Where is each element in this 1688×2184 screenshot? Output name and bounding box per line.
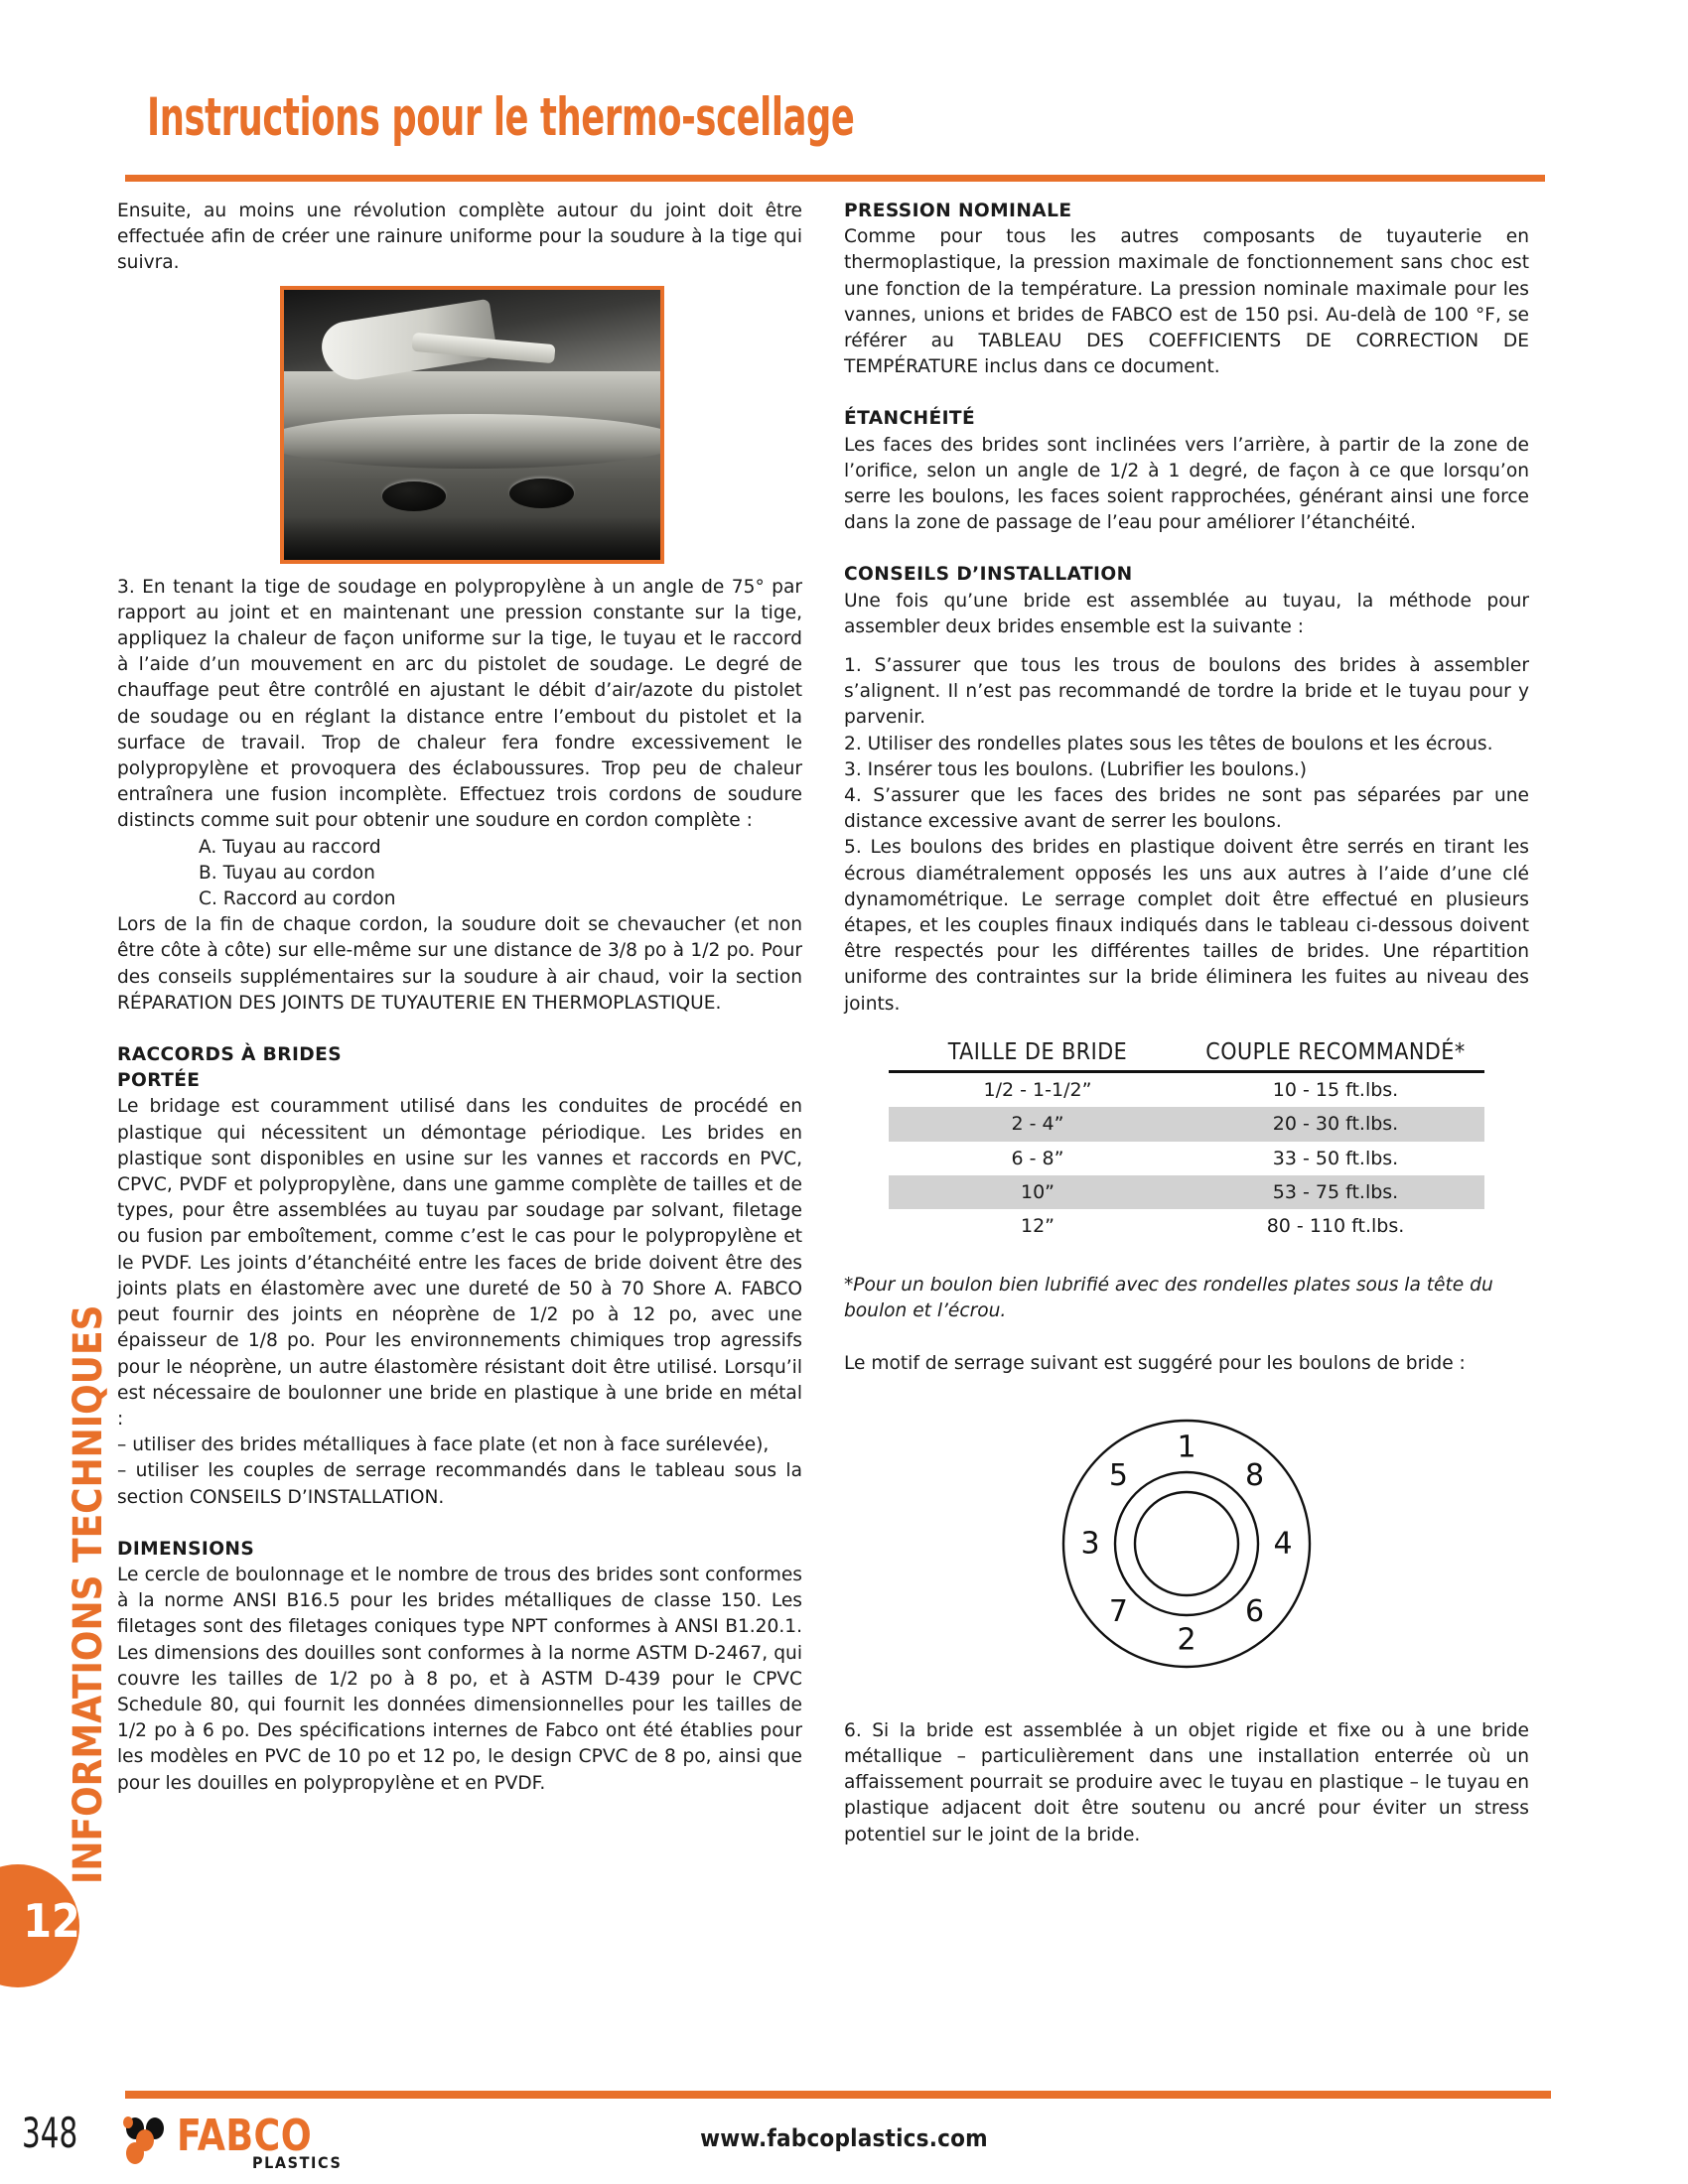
footer-website-url: www.fabcoplastics.com bbox=[700, 2124, 988, 2152]
conseils-step: 1. S’assurer que tous les trous de boulons des brides à assembler s’alignent. Il n’est pas recommandé de tordre la bride et le tuyau pour y parvenir. bbox=[844, 655, 1529, 729]
bolt-number-label: 3 bbox=[1080, 1526, 1100, 1562]
footer-page-number: 348 bbox=[22, 2109, 78, 2157]
intro-paragraph: Ensuite, au moins une révolution complète autour du joint doit être effectuée afin de créer une rainure uniforme pour la soudure à la tige qui suivra. bbox=[117, 201, 802, 274]
table-row bbox=[889, 1209, 1484, 1243]
conseils-step: 2. Utiliser des rondelles plates sous les têtes de boulons et les écrous. bbox=[844, 733, 1493, 754]
table-header-row bbox=[889, 1039, 1484, 1072]
dimensions-body: Le cercle de boulonnage et le nombre de trous des brides sont conformes à la norme ANSI B16.5 pour les brides métalliques de classe 150. Les filetages sont des filetages coniques type NPT conformes à ANSI B1.20.1. Les dimensions des douilles sont conformes à la norme ASTM D-2467, qui couvre les tailles de 1/2 po à 8 po, et à ASTM D-439 pour le CPVC Schedule 80, qui fournit les données dimensionnelles pour les tailles de 1/2 po à 6 po. Des spécifications internes de Fabco ont été établies pour les modèles en PVC de 10 po et 12 po, le design CPVC de 8 po, ainsi que pour les douilles en polypropylène et en PVDF. bbox=[117, 1564, 802, 1794]
step-3-paragraph: 3. En tenant la tige de soudage en polypropylène à un angle de 75° par rapport au joint et en maintenant une pression constante sur la tige, appliquez la chaleur de façon uniforme sur la tige, le tuyau et le raccord à l’aide d’un mouvement en arc du pistolet de soudage. Le degré de chauffage peut être contrôlé en ajustant le débit d’air/azote du pistolet de soudage ou en réglant la distance entre l’embout du pistolet et la surface de travail. Trop de chaleur fera fondre excessivement le polypropylène et provoquera des éclaboussures. Trop peu de chaleur entraînera une fusion incomplète. Effectuez trois cordons de soudure distincts comme suit pour obtenir une soudure en cordon complète : bbox=[117, 576, 802, 832]
conseils-step: 3. Insérer tous les boulons. (Lubrifier les boulons.) bbox=[844, 758, 1308, 780]
cell-taille: 10” bbox=[889, 1175, 1187, 1209]
weld-photo bbox=[280, 286, 664, 564]
table-row bbox=[889, 1175, 1484, 1209]
flange-middle-circle bbox=[1115, 1472, 1258, 1615]
column-header-couple: COUPLE RECOMMANDÉ* bbox=[1187, 1039, 1484, 1072]
heading-etancheite: ÉTANCHÉITÉ bbox=[844, 408, 976, 430]
page-title: Instructions pour le thermo-scellage bbox=[147, 87, 855, 148]
list-item: C. Raccord au cordon bbox=[199, 888, 396, 910]
list-item: B. Tuyau au cordon bbox=[199, 862, 375, 884]
list-item: A. Tuyau au raccord bbox=[199, 836, 381, 858]
bolt-number-label: 8 bbox=[1245, 1457, 1265, 1493]
bolt-pattern-svg bbox=[1038, 1395, 1336, 1693]
side-tab-label: INFORMATIONS TECHNIQUES bbox=[66, 1304, 111, 1884]
bolt-number-label: 1 bbox=[1177, 1430, 1196, 1465]
table-row bbox=[889, 1142, 1484, 1175]
step-6-paragraph: 6. Si la bride est assemblée à un objet rigide et fixe ou à une bride métallique – particulièrement dans une installation enterrée où un affaissement pourrait se produire avec le tuyau en plastique – le tuyau en plastique adjacent doit être soutenu ou ancré pour éviter un stress potentiel sur le joint de la bride. bbox=[844, 1719, 1529, 1845]
bolt-number-label: 2 bbox=[1177, 1622, 1196, 1658]
heading-raccords-a-brides: RACCORDS À BRIDES bbox=[117, 1044, 343, 1066]
table-row bbox=[889, 1107, 1484, 1141]
cell-couple: 20 - 30 ft.lbs. bbox=[1187, 1107, 1484, 1141]
bolt-tightening-pattern-diagram bbox=[1038, 1395, 1336, 1693]
bolt-number-label: 5 bbox=[1108, 1457, 1128, 1493]
portee-bullet: – utiliser des brides métalliques à face plate (et non à face surélevée), bbox=[117, 1434, 770, 1456]
heading-conseils-installation: CONSEILS D’INSTALLATION bbox=[844, 564, 1133, 586]
torque-table bbox=[889, 1039, 1484, 1243]
torque-table-wrapper bbox=[844, 1039, 1529, 1243]
title-divider bbox=[125, 175, 1545, 182]
table-footnote: *Pour un boulon bien lubrifié avec des rondelles plates sous la tête du boulon et l’écrou. bbox=[844, 1275, 1493, 1322]
heading-pression-nominale: PRESSION NOMINALE bbox=[844, 201, 1072, 221]
bolt-number-label: 6 bbox=[1245, 1593, 1265, 1629]
conseils-step: 4. S’assurer que les faces des brides ne sont pas séparées par une distance excessive avant de serrer les boulons. bbox=[844, 785, 1529, 833]
conseils-intro: Une fois qu’une bride est assemblée au tuyau, la méthode pour assembler deux brides ensemble est la suivante : bbox=[844, 590, 1529, 637]
table-row bbox=[889, 1072, 1484, 1108]
fabco-logo-subtitle: PLASTICS bbox=[252, 2153, 343, 2172]
cell-couple: 53 - 75 ft.lbs. bbox=[1187, 1175, 1484, 1209]
cell-couple: 10 - 15 ft.lbs. bbox=[1272, 1079, 1399, 1102]
column-header-taille: TAILLE DE BRIDE bbox=[889, 1039, 1187, 1072]
bolt-pattern-intro: Le motif de serrage suivant est suggéré pour les boulons de bride : bbox=[844, 1352, 1466, 1374]
weld-photo-image bbox=[284, 290, 660, 560]
right-column bbox=[844, 199, 1529, 1848]
cell-taille: 6 - 8” bbox=[1011, 1147, 1064, 1169]
bead-list bbox=[117, 835, 802, 913]
pression-body: Comme pour tous les autres composants de tuyauterie en thermoplastique, la pression maximale de fonctionnement sans choc est une fonction de la température. La pression nominale maximale pour les vannes, unions et brides de FABCO est de 150 psi. Au-delà de 100 °F, se référer au TABLEAU DES COEFFICIENTS DE CORRECTION DE TEMPÉRATURE inclus dans ce document. bbox=[844, 226, 1529, 378]
flange-bore-circle bbox=[1135, 1492, 1238, 1595]
heading-dimensions: DIMENSIONS bbox=[117, 1538, 255, 1560]
conseils-step: 5. Les boulons des brides en plastique doivent être serrés en tirant les écrous diamétralement opposés les uns aux autres à l’aide d’une clé dynamométrique. Le serrage complet doit être effectué en plusieurs étapes, et les couples finaux indiqués dans le tableau ci-dessous doivent être respectés pour les différentes tailles de brides. Une répartition uniforme des contraintes sur la bride éliminera les fuites au niveau des joints. bbox=[844, 837, 1529, 1015]
portee-bullet: – utiliser les couples de serrage recommandés dans le tableau sous la section CONSEILS D’INSTALLATION. bbox=[117, 1460, 802, 1508]
cell-couple: 80 - 110 ft.lbs. bbox=[1266, 1214, 1405, 1237]
heading-portee: PORTÉE bbox=[117, 1070, 201, 1092]
bolt-number-label: 4 bbox=[1273, 1526, 1293, 1562]
cell-taille: 2 - 4” bbox=[889, 1107, 1187, 1141]
cell-taille: 1/2 - 1-1/2” bbox=[983, 1079, 1092, 1102]
footer-divider bbox=[125, 2091, 1551, 2099]
cell-taille: 12” bbox=[1020, 1214, 1055, 1237]
portee-body: Le bridage est couramment utilisé dans les conduites de procédé en plastique qui nécessitent un démontage périodique. Les brides en plastique sont disponibles en usine sur les vannes et raccords en PVC, CPVC, PVDF et polypropylène, dans une gamme complète de tailles et de types, pour être assemblées au tuyau par soudage par solvant, filetage ou fusion par emboîtement, comme c’est le cas pour le polypropylène et le PVDF. Les joints d’étanchéité entre les faces de bride doivent être des joints plats en élastomère avec une dureté de 50 à 70 Shore A. FABCO peut fournir des joints en néoprène de 1/2 po à 12 po, avec une épaisseur de 1/8 po. Pour les environnements chimiques trop agressifs pour le néoprène, un autre élastomère résistant doit être utilisé. Lorsqu’il est nécessaire de boulonner une bride en plastique à une bride en métal : bbox=[117, 1096, 802, 1430]
step-3-tail-paragraph: Lors de la fin de chaque cordon, la soudure doit se chevaucher (et non être côte à côte) sur elle-même sur une distance de 3/8 po à 1/2 po. Pour des conseils supplémentaires sur la soudure à air chaud, voir la section RÉPARATION DES JOINTS DE TUYAUTERIE EN THERMOPLASTIQUE. bbox=[117, 914, 802, 1014]
cell-couple: 33 - 50 ft.lbs. bbox=[1272, 1147, 1399, 1169]
fabco-logo-wordmark: FABCO bbox=[177, 2111, 313, 2161]
section-side-tab bbox=[18, 1249, 111, 1884]
etancheite-body: Les faces des brides sont inclinées vers l’arrière, à partir de la zone de l’orifice, selon un angle de 1/2 à 1 degré, de façon à ce que lorsqu’on serre les boulons, les faces soient rapprochées, générant ainsi une force dans la zone de passage de l’eau pour améliorer l’étanchéité. bbox=[844, 434, 1529, 534]
side-tab-badge-number: 12 bbox=[23, 1894, 80, 1948]
bolt-number-label: 7 bbox=[1108, 1593, 1128, 1629]
